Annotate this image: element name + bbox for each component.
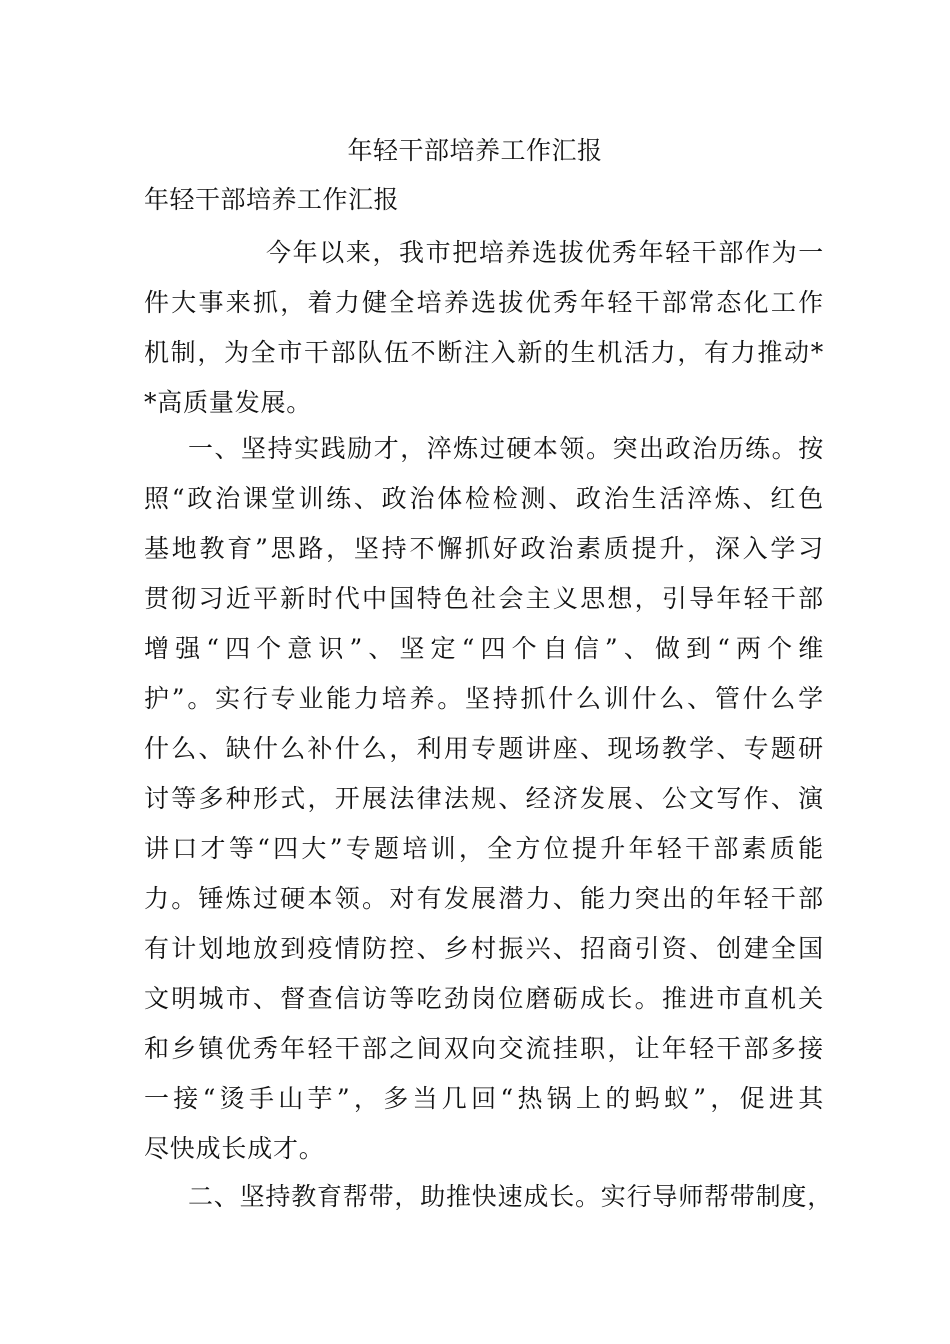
- paragraph-line: 力。锤炼过硬本领。对有发展潜力、能力突出的年轻干部: [144, 884, 824, 913]
- paragraph-line: 二、坚持教育帮带，助推快速成长。实行导师帮带制度，: [188, 1182, 834, 1211]
- document-subtitle: 年轻干部培养工作汇报: [144, 185, 400, 214]
- paragraph-line: 照“政治课堂训练、政治体检检测、政治生活淬炼、红色: [144, 484, 824, 513]
- paragraph-line: 有计划地放到疫情防控、乡村振兴、招商引资、创建全国: [144, 934, 824, 963]
- paragraph-line: 机制，为全市干部队伍不断注入新的生机活力，有力推动*: [144, 338, 824, 367]
- paragraph-line: 讲口才等“四大”专题培训，全方位提升年轻干部素质能: [144, 834, 824, 863]
- paragraph-line: 一、坚持实践励才，淬炼过硬本领。突出政治历练。按: [188, 434, 824, 463]
- paragraph-line: 今年以来，我市把培养选拔优秀年轻干部作为一: [266, 238, 824, 267]
- paragraph-line: 贯彻习近平新时代中国特色社会主义思想，引导年轻干部: [144, 584, 824, 613]
- paragraph-intro: [144, 228, 824, 428]
- paragraph-line: 基地教育”思路，坚持不懈抓好政治素质提升，深入学习: [144, 534, 824, 563]
- paragraph-line: 讨等多种形式，开展法律法规、经济发展、公文写作、演: [144, 784, 824, 813]
- paragraph-line: 增强“四个意识”、坚定“四个自信”、做到“两个维: [144, 634, 824, 663]
- paragraph-line: 护”。实行专业能力培养。坚持抓什么训什么、管什么学: [144, 684, 824, 713]
- document-title: 年轻干部培养工作汇报: [347, 136, 603, 165]
- paragraph-line: 尽快成长成才。: [144, 1134, 325, 1163]
- paragraph-section-two: [144, 1172, 834, 1222]
- paragraph-line: 一接“烫手山芋”，多当几回“热锅上的蚂蚁”，促进其: [144, 1084, 824, 1113]
- paragraph-line: *高质量发展。: [144, 388, 313, 417]
- paragraph-line: 件大事来抓，着力健全培养选拔优秀年轻干部常态化工作: [144, 288, 824, 317]
- paragraph-line: 文明城市、督查信访等吃劲岗位磨砺成长。推进市直机关: [144, 984, 824, 1013]
- paragraph-line: 和乡镇优秀年轻干部之间双向交流挂职，让年轻干部多接: [144, 1034, 824, 1063]
- paragraph-section-one: [144, 424, 824, 1174]
- paragraph-line: 什么、缺什么补什么，利用专题讲座、现场教学、专题研: [144, 734, 824, 763]
